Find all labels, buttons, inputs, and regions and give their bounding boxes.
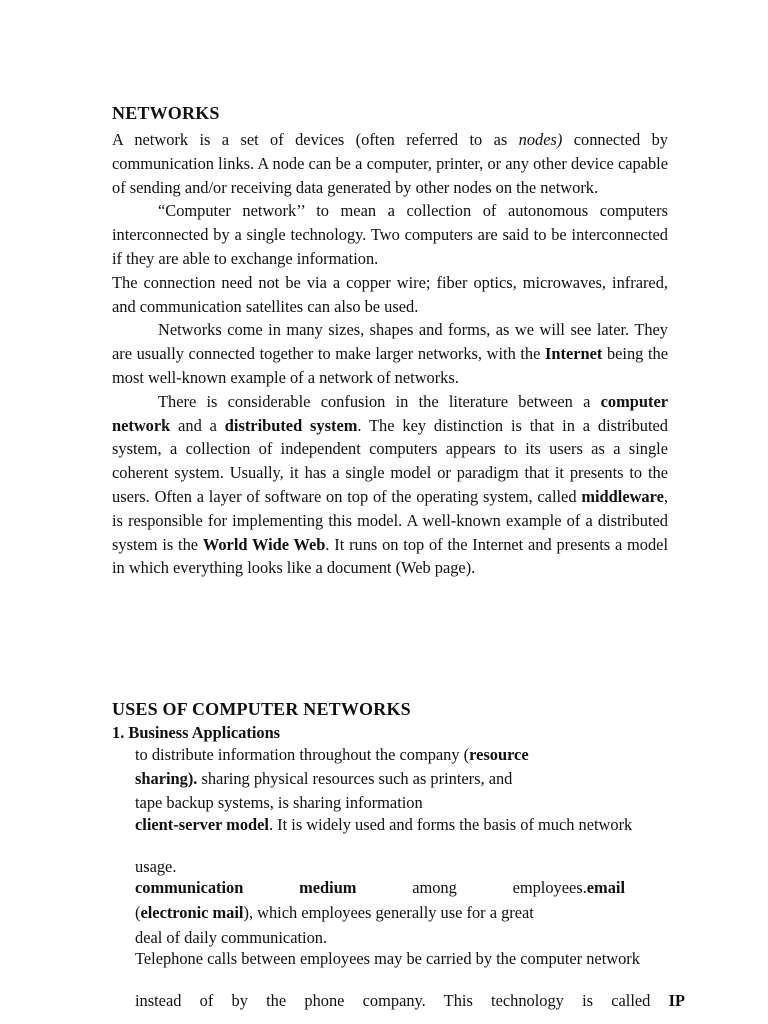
biz-line-10 <box>135 992 685 1010</box>
paragraph-distributed-system <box>112 390 668 580</box>
biz-line-3: tape backup systems, is sharing information <box>135 793 423 812</box>
text: ( <box>135 903 141 922</box>
bold-term: medium <box>299 878 357 897</box>
bold-term: resource <box>469 745 529 764</box>
biz-line-8: deal of daily communication. <box>135 928 328 947</box>
text: ), which employees generally use for a great <box>243 903 534 922</box>
bold-term: email <box>586 878 625 897</box>
bold-term: Internet <box>545 344 603 364</box>
networks-body <box>112 128 668 580</box>
biz-line-2 <box>135 770 512 788</box>
biz-line-9: Telephone calls between employees may be carried by the computer network <box>135 949 640 968</box>
text: Networks come in many sizes, shapes and forms, as we will see later. They are usually connected together to make larger networks, with the <box>112 320 668 364</box>
text: . It is widely used and forms the basis of much network <box>268 815 633 834</box>
text: and a <box>170 415 225 435</box>
business-applications-heading: 1. Business Applications <box>112 723 281 742</box>
text: sharing physical resources such as printers, and <box>197 769 513 788</box>
bold-term: communication <box>135 878 244 897</box>
text: being the most well-known example of a network of networks. <box>112 344 668 387</box>
bold-term: World Wide Web <box>202 534 326 554</box>
bold-term: sharing). <box>135 769 198 788</box>
text: among <box>412 878 457 897</box>
bold-term: client-server model <box>135 815 269 834</box>
italic-term: nodes) <box>518 130 563 149</box>
text: . The key distinction is that in a distributed system, a collection of independent computers appears to its users as a single coherent system. Usually, it has a single model or paradigm that it presents to the users. Often a layer of software on top of the operating system, called <box>112 415 668 506</box>
text: connected by communication links. A node can be a computer, printer, or any other device capable of sending and/or receiving data generated by other nodes on the network. <box>112 130 668 197</box>
biz-line-5: usage. <box>135 857 177 876</box>
bold-term: middleware <box>581 486 664 506</box>
bold-term: electronic mail <box>140 903 244 922</box>
biz-line-1 <box>135 746 529 764</box>
text: instead of by the phone company. This technology is called <box>135 991 669 1010</box>
networks-heading: NETWORKS <box>112 103 220 123</box>
text: to distribute information throughout the company ( <box>135 745 470 764</box>
bold-term: computer network <box>112 391 668 435</box>
text: There is considerable confusion in the literature between a <box>158 391 601 411</box>
paragraph-sizes <box>112 318 668 389</box>
biz-line-4 <box>135 816 685 834</box>
paragraph-connection: The connection need not be via a copper wire; fiber optics, microwaves, infrared, and communication satellites can also be used. <box>112 272 668 316</box>
bold-term: distributed system <box>224 415 358 435</box>
paragraph-computer-network: “Computer network’’ to mean a collection of autonomous computers interconnected by a single technology. Two computers are said to be interconnected if they are able to exchange information. <box>112 201 668 268</box>
text: employees. <box>512 878 587 897</box>
paragraph-definition <box>112 128 668 199</box>
biz-line-7 <box>135 904 534 922</box>
biz-line-6 <box>135 879 625 897</box>
uses-heading: USES OF COMPUTER NETWORKS <box>112 699 411 719</box>
text: . It runs on top of the Internet and presents a model in which everything looks like a document (Web page). <box>112 534 668 578</box>
text: A network is a set of devices (often referred to as <box>112 130 519 149</box>
bold-term: IP <box>668 991 685 1010</box>
text: , is responsible for implementing this model. A well-known example of a distributed system is the <box>112 486 668 554</box>
